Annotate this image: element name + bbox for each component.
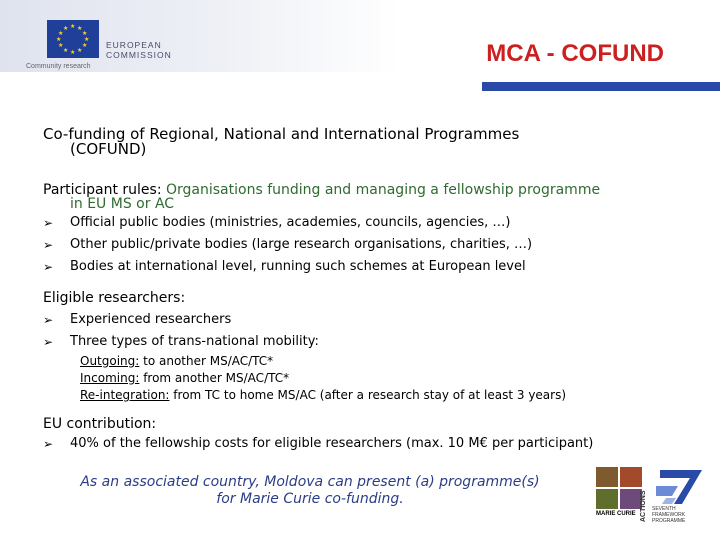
- arrow-bullet-icon: ➢: [43, 260, 54, 274]
- list-item: Re-integration: from TC to home MS/AC (after a research stay of at least 3 years): [80, 388, 567, 402]
- list-item: ➢ 40% of the fellowship costs for eligible researchers (max. 10 M€ per participant): [43, 433, 683, 455]
- title-accent-bar: [482, 82, 720, 91]
- slide-title: MCA - COFUND: [486, 40, 664, 67]
- list-item: ➢ Experienced researchers: [43, 309, 683, 331]
- list-item: ➢ Official public bodies (ministries, academies, councils, agencies, …): [43, 212, 683, 234]
- actions-label: ACTIONS: [640, 490, 647, 522]
- participant-rules-heading: Participant rules: Organisations funding and managing a fellowship programme in EU MS or AC: [43, 182, 601, 212]
- arrow-bullet-icon: ➢: [43, 216, 54, 230]
- eu-flag-logo: ★ ★ ★ ★ ★ ★ ★ ★ ★ ★ ★ ★: [47, 20, 99, 58]
- eu-contribution-heading: EU contribution:: [43, 416, 157, 432]
- slide-content: [43, 127, 683, 455]
- list-item: ➢ Other public/private bodies (large research organisations, charities, …): [43, 234, 683, 256]
- marie-curie-logo: MARIE CURIE: [596, 467, 648, 523]
- moldova-note: As an associated country, Moldova can present (a) programme(s) for Marie Curie co-funding.: [80, 474, 540, 507]
- list-item: ➢ Three types of trans-national mobility:: [43, 331, 683, 353]
- fp7-caption: SEVENTH FRAMEWORK PROGRAMME: [652, 506, 686, 524]
- main-heading: Co-funding of Regional, National and International Programmes (COFUND): [43, 125, 520, 158]
- arrow-bullet-icon: ➢: [43, 238, 54, 252]
- arrow-bullet-icon: ➢: [43, 313, 54, 327]
- participant-rules-section: [43, 183, 683, 278]
- arrow-bullet-icon: ➢: [43, 437, 54, 451]
- mobility-types-list: [80, 353, 683, 404]
- list-item: Incoming: from another MS/AC/TC*: [80, 371, 290, 385]
- arrow-bullet-icon: ➢: [43, 335, 54, 349]
- community-research-label: Community research: [26, 63, 91, 70]
- list-item: ➢ Bodies at international level, running such schemes at European level: [43, 256, 683, 278]
- commission-wordmark: EUROPEAN COMMISSION: [106, 40, 172, 60]
- list-item: Outgoing: to another MS/AC/TC*: [80, 354, 274, 368]
- eligible-researchers-heading: Eligible researchers:: [43, 290, 186, 306]
